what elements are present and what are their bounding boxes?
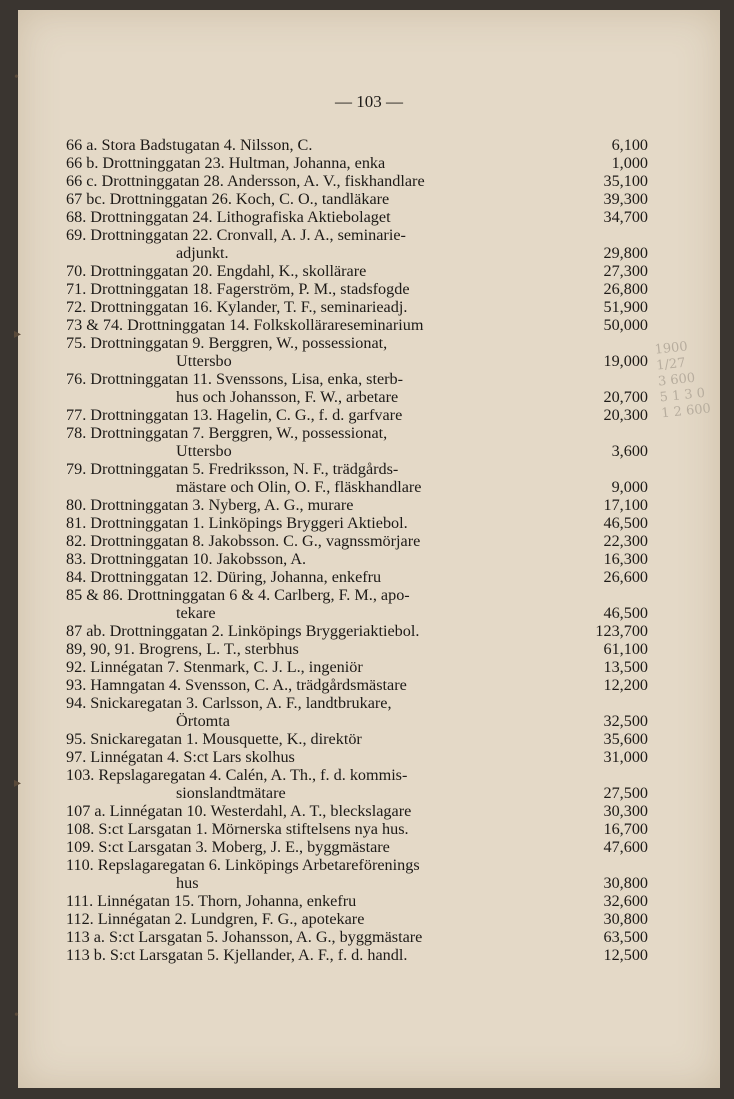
entry-amount: 27,500 <box>603 784 648 802</box>
entry-row <box>66 190 648 208</box>
entry-row <box>66 298 648 316</box>
entry-label: 85 & 86. Drottninggatan 6 & 4. Carlberg, F. M., apo- <box>66 586 410 604</box>
entry-row <box>66 766 648 802</box>
entry-amount: 32,500 <box>603 712 648 730</box>
entry-row <box>66 928 648 946</box>
entry-amount: 20,700 <box>603 388 648 406</box>
entry-row <box>66 424 648 460</box>
entry-label: 113 a. S:ct Larsgatan 5. Johansson, A. G., byggmästare <box>66 928 423 946</box>
entry-label: 73 & 74. Drottninggatan 14. Folkskollärareseminarium <box>66 316 424 334</box>
entry-row <box>66 154 648 172</box>
margin-mark: ▸ <box>14 776 22 791</box>
entry-amount: 12,500 <box>603 946 648 964</box>
entry-row <box>66 280 648 298</box>
document-page <box>14 10 720 1088</box>
entry-label: 84. Drottninggatan 12. Düring, Johanna, enkefru <box>66 568 382 586</box>
entry-continuation: hus <box>176 874 199 892</box>
entry-amount: 20,300 <box>603 406 648 424</box>
entry-amount: 29,800 <box>603 244 648 262</box>
entry-amount: 61,100 <box>603 640 648 658</box>
entry-amount: 31,000 <box>603 748 648 766</box>
entry-continuation: adjunkt. <box>176 244 229 262</box>
entry-row <box>66 208 648 226</box>
entry-continuation: tekare <box>176 604 216 622</box>
entry-label: 80. Drottninggatan 3. Nyberg, A. G., murare <box>66 496 354 514</box>
entry-amount: 34,700 <box>603 208 648 226</box>
entry-label: 68. Drottninggatan 24. Lithografiska Aktiebolaget <box>66 208 391 226</box>
entry-amount: 27,300 <box>603 262 648 280</box>
entry-amount: 35,100 <box>603 172 648 190</box>
entry-label: 79. Drottninggatan 5. Fredriksson, N. F., trädgårds- <box>66 460 399 478</box>
entry-amount: 30,800 <box>603 874 648 892</box>
entry-row <box>66 136 648 154</box>
entry-row <box>66 550 648 568</box>
entry-continuation: mästare och Olin, O. F., fläskhandlare <box>176 478 422 496</box>
entry-row <box>66 820 648 838</box>
entry-row <box>66 262 648 280</box>
entry-list <box>66 136 648 964</box>
entry-label: 95. Snickaregatan 1. Mousquette, K., direktör <box>66 730 362 748</box>
entry-label: 108. S:ct Larsgatan 1. Mörnerska stiftelsens nya hus. <box>66 820 409 838</box>
entry-amount: 17,100 <box>603 496 648 514</box>
entry-label: 94. Snickaregatan 3. Carlsson, A. F., landtbrukare, <box>66 694 392 712</box>
entry-label: 112. Linnégatan 2. Lundgren, F. G., apotekare <box>66 910 365 928</box>
entry-label: 111. Linnégatan 15. Thorn, Johanna, enkefru <box>66 892 357 910</box>
entry-amount: 63,500 <box>603 928 648 946</box>
entry-amount: 6,100 <box>611 136 648 154</box>
entry-label: 83. Drottninggatan 10. Jakobsson, A. <box>66 550 307 568</box>
entry-row <box>66 316 648 334</box>
entry-row <box>66 334 648 370</box>
entry-row <box>66 676 648 694</box>
entry-row <box>66 622 648 640</box>
page-number: — 103 — <box>335 92 403 111</box>
entry-amount: 46,500 <box>603 514 648 532</box>
entry-amount: 3,600 <box>611 442 648 460</box>
entry-row <box>66 226 648 262</box>
entry-amount: 39,300 <box>603 190 648 208</box>
entry-row <box>66 730 648 748</box>
entry-label: 75. Drottninggatan 9. Berggren, W., possessionat, <box>66 334 388 352</box>
entry-label: 107 a. Linnégatan 10. Westerdahl, A. T., bleckslagare <box>66 802 412 820</box>
entry-label: 97. Linnégatan 4. S:ct Lars skolhus <box>66 748 295 766</box>
entry-amount: 16,300 <box>603 550 648 568</box>
entry-amount: 26,600 <box>603 568 648 586</box>
entry-label: 66 c. Drottninggatan 28. Andersson, A. V., fiskhandlare <box>66 172 425 190</box>
entry-row <box>66 406 648 424</box>
entry-amount: 30,800 <box>603 910 648 928</box>
entry-row <box>66 658 648 676</box>
entry-continuation: Uttersbo <box>176 442 232 460</box>
entry-label: 69. Drottninggatan 22. Cronvall, A. J. A., seminarie- <box>66 226 406 244</box>
entry-amount: 9,000 <box>611 478 648 496</box>
entry-continuation: Uttersbo <box>176 352 232 370</box>
entry-row <box>66 694 648 730</box>
entry-continuation: hus och Johansson, F. W., arbetare <box>176 388 399 406</box>
entry-amount: 46,500 <box>603 604 648 622</box>
entry-label: 71. Drottninggatan 18. Fagerström, P. M., stadsfogde <box>66 280 410 298</box>
entry-label: 67 bc. Drottninggatan 26. Koch, C. O., tandläkare <box>66 190 390 208</box>
entry-amount: 13,500 <box>603 658 648 676</box>
entry-amount: 51,900 <box>603 298 648 316</box>
pencil-note: 1900 1/27 3 600 5 1 3 0 1 2 600 <box>653 339 712 422</box>
entry-label: 89, 90, 91. Brogrens, L. T., sterbhus <box>66 640 299 658</box>
entry-amount: 47,600 <box>603 838 648 856</box>
entry-amount: 19,000 <box>603 352 648 370</box>
entry-label: 113 b. S:ct Larsgatan 5. Kjellander, A. F., f. d. handl. <box>66 946 408 964</box>
entry-label: 87 ab. Drottninggatan 2. Linköpings Bryggeriaktiebol. <box>66 622 420 640</box>
entry-amount: 22,300 <box>603 532 648 550</box>
margin-mark: ▸ <box>14 327 22 342</box>
entry-amount: 12,200 <box>603 676 648 694</box>
entry-amount: 1,000 <box>611 154 648 172</box>
entry-label: 72. Drottninggatan 16. Kylander, T. F., seminarieadj. <box>66 298 408 316</box>
entry-row <box>66 172 648 190</box>
entry-amount: 26,800 <box>603 280 648 298</box>
entry-continuation: sionslandtmätare <box>176 784 286 802</box>
entry-row <box>66 370 648 406</box>
entry-label: 109. S:ct Larsgatan 3. Moberg, J. E., byggmästare <box>66 838 390 856</box>
entry-row <box>66 640 648 658</box>
entry-row <box>66 748 648 766</box>
entry-row <box>66 892 648 910</box>
entry-amount: 16,700 <box>603 820 648 838</box>
entry-amount: 50,000 <box>603 316 648 334</box>
entry-label: 66 a. Stora Badstugatan 4. Nilsson, C. <box>66 136 313 154</box>
entry-label: 103. Repslagaregatan 4. Calén, A. Th., f. d. kommis- <box>66 766 408 784</box>
entry-row <box>66 568 648 586</box>
entry-row <box>66 532 648 550</box>
entry-amount: 30,300 <box>603 802 648 820</box>
margin-mark: • <box>14 70 19 85</box>
entry-label: 92. Linnégatan 7. Stenmark, C. J. L., ingeniör <box>66 658 363 676</box>
entry-label: 93. Hamngatan 4. Svensson, C. A., trädgårdsmästare <box>66 676 407 694</box>
entry-row <box>66 514 648 532</box>
entry-row <box>66 838 648 856</box>
entry-label: 81. Drottninggatan 1. Linköpings Bryggeri Aktiebol. <box>66 514 408 532</box>
entry-label: 82. Drottninggatan 8. Jakobsson. C. G., vagnssmörjare <box>66 532 421 550</box>
entry-row <box>66 946 648 964</box>
entry-label: 110. Repslagaregatan 6. Linköpings Arbetareförenings <box>66 856 420 874</box>
entry-amount: 32,600 <box>603 892 648 910</box>
entry-row <box>66 910 648 928</box>
entry-label: 76. Drottninggatan 11. Svenssons, Lisa, enka, sterb- <box>66 370 404 388</box>
entry-row <box>66 460 648 496</box>
margin-mark: • <box>14 1008 19 1023</box>
entry-row <box>66 802 648 820</box>
entry-label: 78. Drottninggatan 7. Berggren, W., possessionat, <box>66 424 388 442</box>
entry-row <box>66 496 648 514</box>
entry-row <box>66 586 648 622</box>
entry-amount: 123,700 <box>595 622 648 640</box>
entry-label: 66 b. Drottninggatan 23. Hultman, Johanna, enka <box>66 154 386 172</box>
entry-label: 70. Drottninggatan 20. Engdahl, K., skollärare <box>66 262 367 280</box>
entry-row <box>66 856 648 892</box>
entry-label: 77. Drottninggatan 13. Hagelin, C. G., f. d. garfvare <box>66 406 403 424</box>
entry-amount: 35,600 <box>603 730 648 748</box>
entry-continuation: Örtomta <box>176 712 230 730</box>
